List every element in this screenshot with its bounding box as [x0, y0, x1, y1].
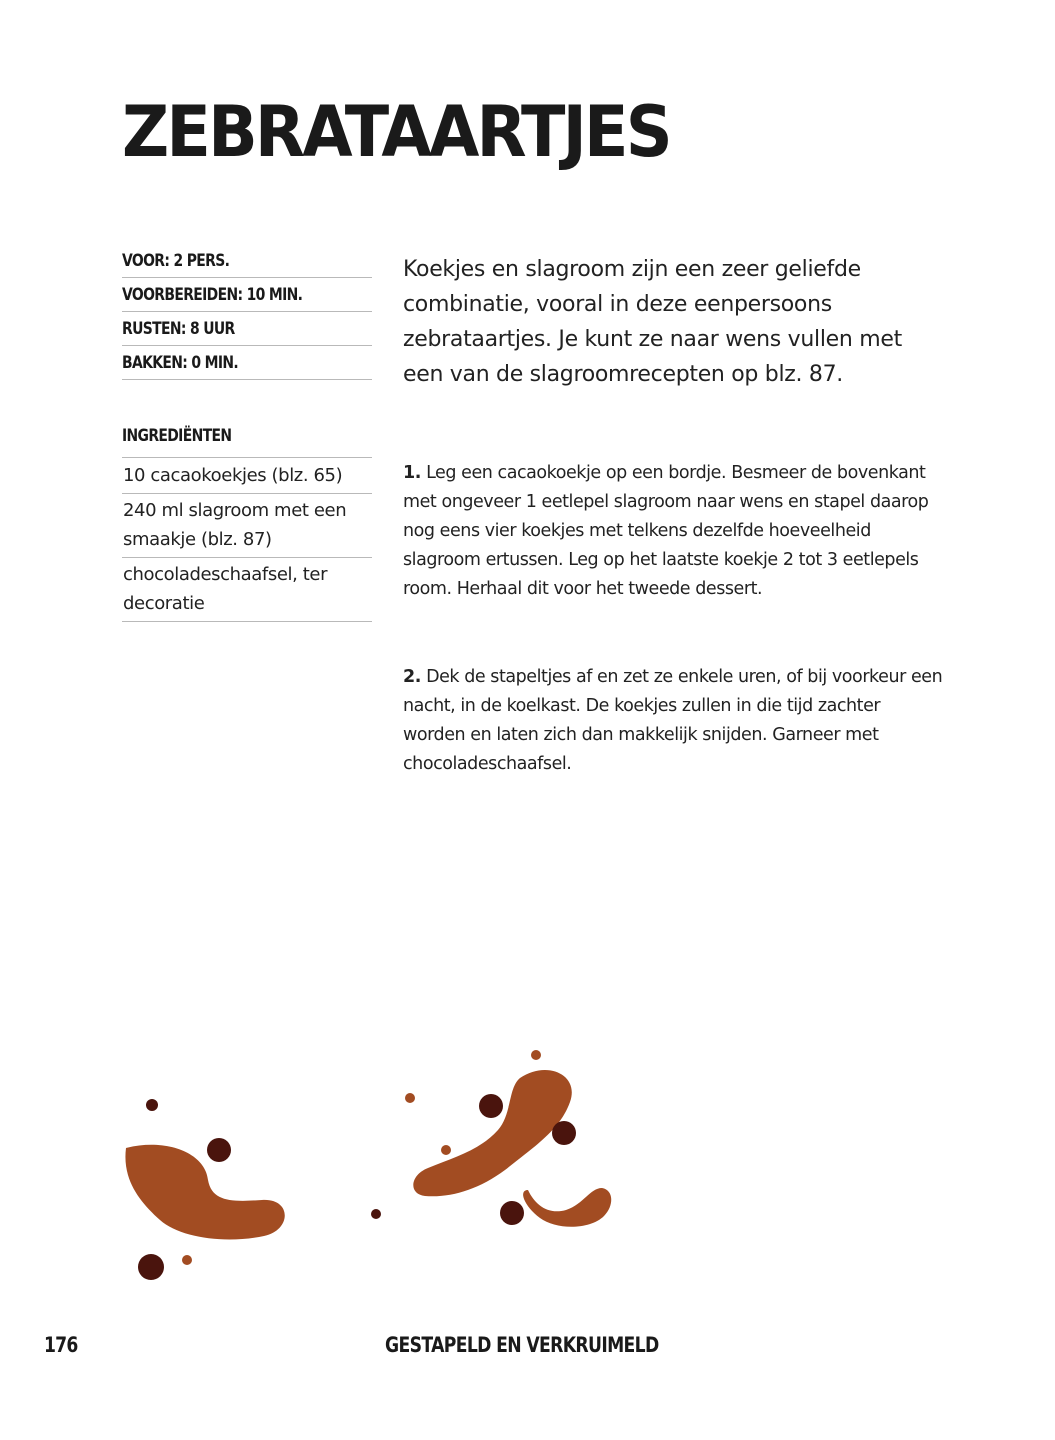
step-text: Dek de stapeltjes af en zet ze enkele uren, of bij voorkeur een nacht, in de koelkast. De koekjes zullen in die tijd zachter worden en laten zich dan makkelijk snijden. Garneer met chocoladeschaafsel.: [403, 667, 943, 774]
crumb-dot: [500, 1201, 524, 1225]
recipe-intro: Koekjes en slagroom zijn een zeer geliefde combinatie, vooral in deze eenpersoons zebrataartjes. Je kunt ze naar wens vullen met een van de slagroomrecepten op blz. 87.: [403, 257, 902, 387]
crumb-dot-small: [531, 1050, 541, 1060]
step-number: 1.: [403, 463, 421, 483]
section-title: GESTAPELD EN VERKRUIMELD: [385, 1333, 659, 1357]
crumb-dot: [371, 1209, 381, 1219]
step-1: [403, 459, 943, 604]
step-2: [403, 663, 943, 779]
recipe-meta-table: [122, 244, 372, 380]
meta-servings: VOOR: 2 PERS.: [122, 244, 372, 278]
ingredient-item: 10 cacaokoekjes (blz. 65): [122, 459, 372, 494]
cream-swirl-left: [125, 1145, 284, 1240]
crumb-dot-small: [441, 1145, 451, 1155]
crumb-dot-small: [405, 1093, 415, 1103]
crumb-dot: [479, 1094, 503, 1118]
step-number: 2.: [403, 667, 421, 687]
crumb-dot: [552, 1121, 576, 1145]
ingredients-heading: INGREDIËNTEN: [122, 426, 372, 458]
crumb-dot: [207, 1138, 231, 1162]
step-text: Leg een cacaokoekje op een bordje. Besmeer de bovenkant met ongeveer 1 eetlepel slagroom naar wens en stapel daarop nog eens vier koekjes met telkens dezelfde hoeveelheid slagroom ertussen. Leg op het laatste koekje 2 tot 3 eetlepels room. Herhaal dit voor het tweede dessert.: [403, 463, 929, 599]
cream-swirl-right: [523, 1188, 611, 1227]
meta-bake-time: BAKKEN: 0 MIN.: [122, 346, 372, 380]
meta-rest-time: RUSTEN: 8 UUR: [122, 312, 372, 346]
crumb-dot: [138, 1254, 164, 1280]
page-number: 176: [44, 1333, 78, 1357]
crumb-dot: [146, 1099, 158, 1111]
cream-swirl-middle: [413, 1070, 571, 1196]
recipe-title: ZEBRATAARTJES: [122, 91, 670, 173]
ingredient-item: chocoladeschaafsel, ter decoratie: [122, 558, 372, 622]
meta-prep-time: VOORBEREIDEN: 10 MIN.: [122, 278, 372, 312]
decorative-cream-illustration: [0, 1030, 660, 1300]
crumb-dot-small: [182, 1255, 192, 1265]
ingredient-item: 240 ml slagroom met een smaakje (blz. 87): [122, 494, 372, 558]
ingredients-list: [122, 459, 372, 622]
